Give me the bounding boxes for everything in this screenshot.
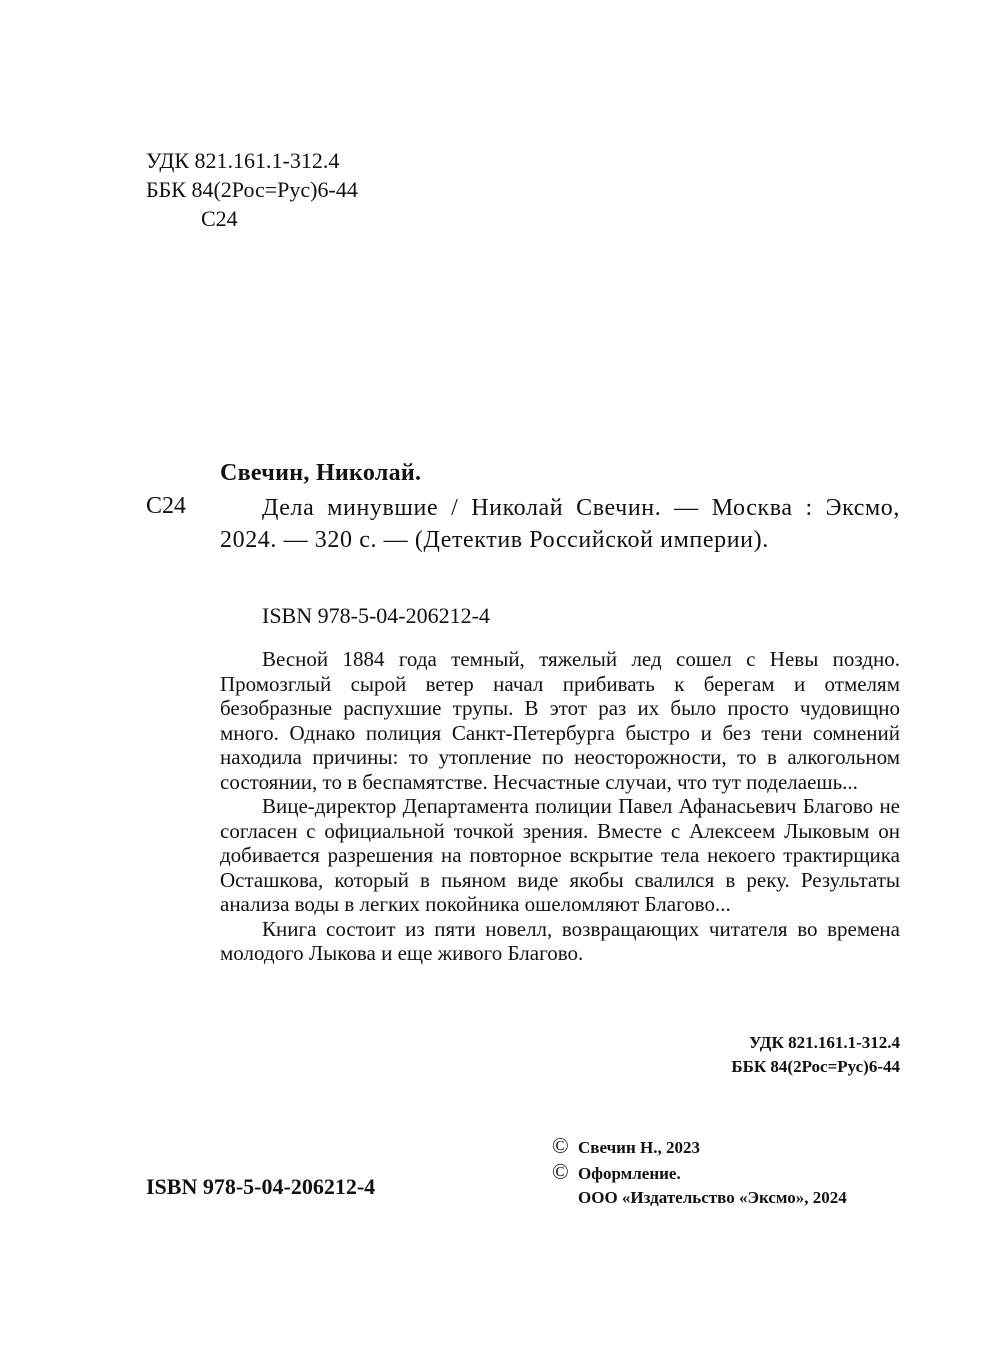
copyright-icon: © <box>552 1159 569 1184</box>
annotation-paragraph: Книга состоит из пяти новелл, возвращающих читателя во времена молодого Лыкова и еще живого Благово. <box>220 916 900 965</box>
bbk-code: ББК 84(2Рос=Рус)6-44 <box>146 177 358 202</box>
annotation <box>220 647 900 966</box>
copyright-publisher: ООО «Издательство «Эксмо», 2024 <box>578 1188 847 1207</box>
author-heading: Свечин, Николай. <box>220 460 422 486</box>
author-sign: С24 <box>201 206 238 231</box>
copyright-design: Оформление. <box>578 1164 681 1183</box>
copyright-design-line <box>552 1160 847 1186</box>
copyright-author-line <box>552 1134 847 1160</box>
author-sign-record: С24 <box>146 493 187 519</box>
udk-code: УДК 821.161.1-312.4 <box>749 1033 900 1052</box>
copyright-icon: © <box>552 1133 569 1158</box>
annotation-paragraph: Вице-директор Департамента полиции Павел Афанасьевич Благово не согласен с официальной точкой зрения. Вместе с Алексеем Лыковым он добивается разрешения на повторное вскрытие тела некоего трактирщика Осташкова, который в пьяном виде якобы свалился в реку. Результаты анализа воды в легких покойника ошеломляют Благово... <box>220 794 900 916</box>
top-classification <box>146 146 358 233</box>
copyright-author: Свечин Н., 2023 <box>578 1138 700 1157</box>
isbn: ISBN 978-5-04-206212-4 <box>262 603 490 628</box>
bbk-code: ББК 84(2Рос=Рус)6-44 <box>731 1057 900 1076</box>
bibliographic-description: Дела минувшие / Николай Свечин. — Москва : Эксмо, 2024. — 320 с. — (Детектив Российской империи). <box>220 495 900 553</box>
annotation-paragraph: Весной 1884 года темный, тяжелый лед сошел с Невы поздно. Промозглый сырой ветер начал прибивать к берегам и отмелям безобразные распухшие трупы. В этот раз их было просто чудовищно много. Однако полиция Санкт-Петербурга быстро и без тени сомнений находила причины: то утопление по неосторожности, то в алкогольном состоянии, то в беспамятстве. Несчастные случаи, что тут поделаешь... <box>220 647 900 794</box>
isbn-bottom: ISBN 978-5-04-206212-4 <box>146 1174 376 1199</box>
udk-code: УДК 821.161.1-312.4 <box>146 148 340 173</box>
copyright-block <box>552 1134 847 1210</box>
bottom-classification <box>560 1031 900 1079</box>
